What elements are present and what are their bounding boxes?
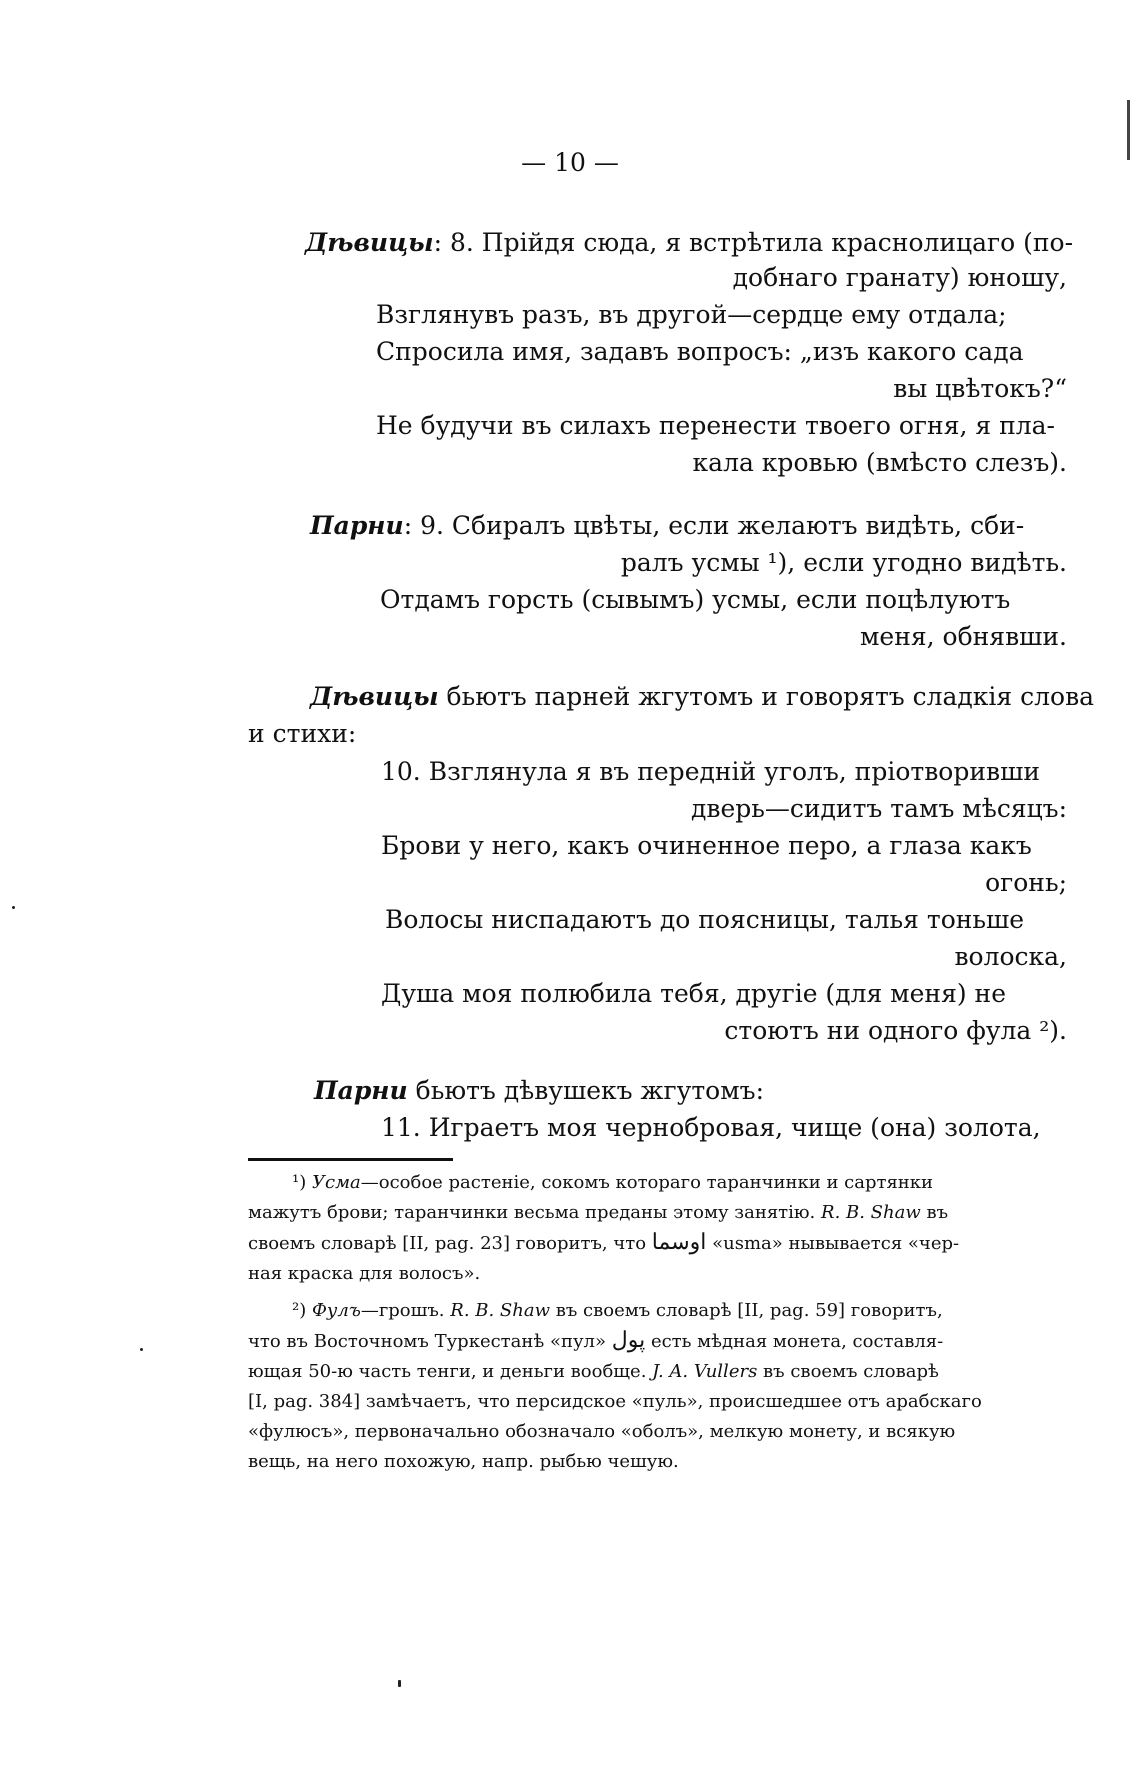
stanza-number: 8.: [449, 228, 474, 257]
footnote-text: [I, pag. 384] замѣчаетъ, что персидское «пуль», происшедшее отъ арабскаго: [248, 1391, 982, 1412]
verse-line: волоска,: [954, 942, 1067, 971]
speaker-label: Парни: [314, 1076, 408, 1105]
footnote-text: есть мѣдная монета, составля-: [650, 1331, 944, 1352]
scan-speck: [140, 1348, 143, 1351]
footnote-text: «usma» нывывается «чер-: [712, 1233, 960, 1254]
stage-direction: бьютъ парней жгутомъ и говорятъ сладкія слова: [446, 682, 1095, 711]
verse-line: Взглянула я въ передній уголъ, пріотворивши: [428, 757, 1040, 786]
stage-direction: и стихи:: [248, 719, 357, 748]
verse-line: стоютъ ни одного фула ²).: [724, 1016, 1067, 1045]
verse-line: дверь—сидитъ тамъ мѣсяцъ:: [690, 794, 1067, 823]
footnote-2: [248, 1296, 1070, 1477]
arabic-word: اوسما: [651, 1230, 707, 1255]
stanza-number: 11.: [381, 1113, 421, 1142]
footnote-text: ющая 50-ю часть тенги, и деньги вообще.: [248, 1361, 647, 1382]
footnote-text: —грошъ.: [360, 1300, 445, 1321]
footnote-text: что въ Восточномъ Туркестанѣ «пул»: [248, 1331, 606, 1352]
footnote-author: J. A. Vullers: [652, 1361, 758, 1382]
verse-line: добнаго гранату) юношу,: [732, 263, 1067, 292]
arabic-word: پول: [611, 1328, 646, 1353]
footnote-text: —особое растеніе, сокомъ котораго таранчинки и сартянки: [360, 1172, 934, 1193]
speaker-label: Дѣвицы: [310, 682, 439, 711]
footnote-rule: [248, 1158, 453, 1161]
verse-line: Взглянувъ разъ, въ другой—сердце ему отдала;: [376, 300, 1007, 329]
speaker-label: Парни: [310, 511, 404, 540]
verse-line: Отдамъ горсть (сывымъ) усмы, если поцѣлуютъ: [380, 585, 1011, 614]
footnote-text: мажутъ брови; таранчинки весьма преданы этому занятію.: [248, 1202, 816, 1223]
verse-line: Сбиралъ цвѣты, если желаютъ видѣть, сби-: [451, 511, 1025, 540]
verse-line: Играетъ моя чернобровая, чище (она) золота,: [428, 1113, 1041, 1142]
verse-line: Прійдя сюда, я встрѣтила краснолицаго (по-: [481, 228, 1074, 257]
stanza-number: 10.: [381, 757, 421, 786]
verse-line: Душа моя полюбила тебя, другіе (для меня) не: [381, 979, 1007, 1008]
footnote-text: въ своемъ словарѣ: [763, 1361, 939, 1382]
scan-speck: [1127, 100, 1130, 160]
page-number: — 10 —: [521, 148, 619, 177]
footnote-text: своемъ словарѣ [II, pag. 23] говоритъ, что: [248, 1233, 647, 1254]
footnote-text: ная краска для волосъ».: [248, 1263, 481, 1284]
verse-line: ралъ усмы ¹), если угодно видѣть.: [620, 548, 1067, 577]
footnote-author: R. B. Shaw: [450, 1300, 550, 1321]
scan-speck: [398, 1680, 401, 1687]
stanza-number: 9.: [420, 511, 444, 540]
verse-line: Не будучи въ силахъ перенести твоего огня, я пла-: [376, 411, 1055, 440]
scan-speck: [12, 906, 15, 909]
footnote-text: вещь, на него похожую, напр. рыбью чешую.: [248, 1451, 679, 1472]
verse-line: меня, обнявши.: [859, 622, 1067, 651]
footnote-text: въ: [926, 1202, 949, 1223]
footnote-term: Усма: [311, 1172, 361, 1193]
verse-line: вы цвѣтокъ?“: [893, 374, 1067, 403]
footnote-marker: ²): [292, 1300, 307, 1321]
footnote-author: R. B. Shaw: [821, 1202, 921, 1223]
verse-line: Спросила имя, задавъ вопросъ: „изъ какого сада: [376, 337, 1024, 366]
verse-line: Брови у него, какъ очиненное перо, а глаза какъ: [381, 831, 1032, 860]
stage-direction: бьютъ дѣвушекъ жгутомъ:: [415, 1076, 764, 1105]
footnote-text: «фулюсъ», первоначально обозначало «оболъ», мелкую монету, и всякую: [248, 1421, 956, 1442]
footnote-marker: ¹): [292, 1172, 307, 1193]
footnote-text: въ своемъ словарѣ [II, pag. 59] говоритъ,: [555, 1300, 943, 1321]
footnote-term: Фулъ: [311, 1300, 361, 1321]
footnote-1: [248, 1168, 1070, 1289]
verse-line: огонь;: [985, 868, 1067, 897]
verse-line: Волосы ниспадаютъ до поясницы, талья тоньше: [385, 905, 1025, 934]
verse-line: кала кровью (вмѣсто слезъ).: [692, 448, 1067, 477]
speaker-label: Дѣвицы: [305, 228, 434, 257]
